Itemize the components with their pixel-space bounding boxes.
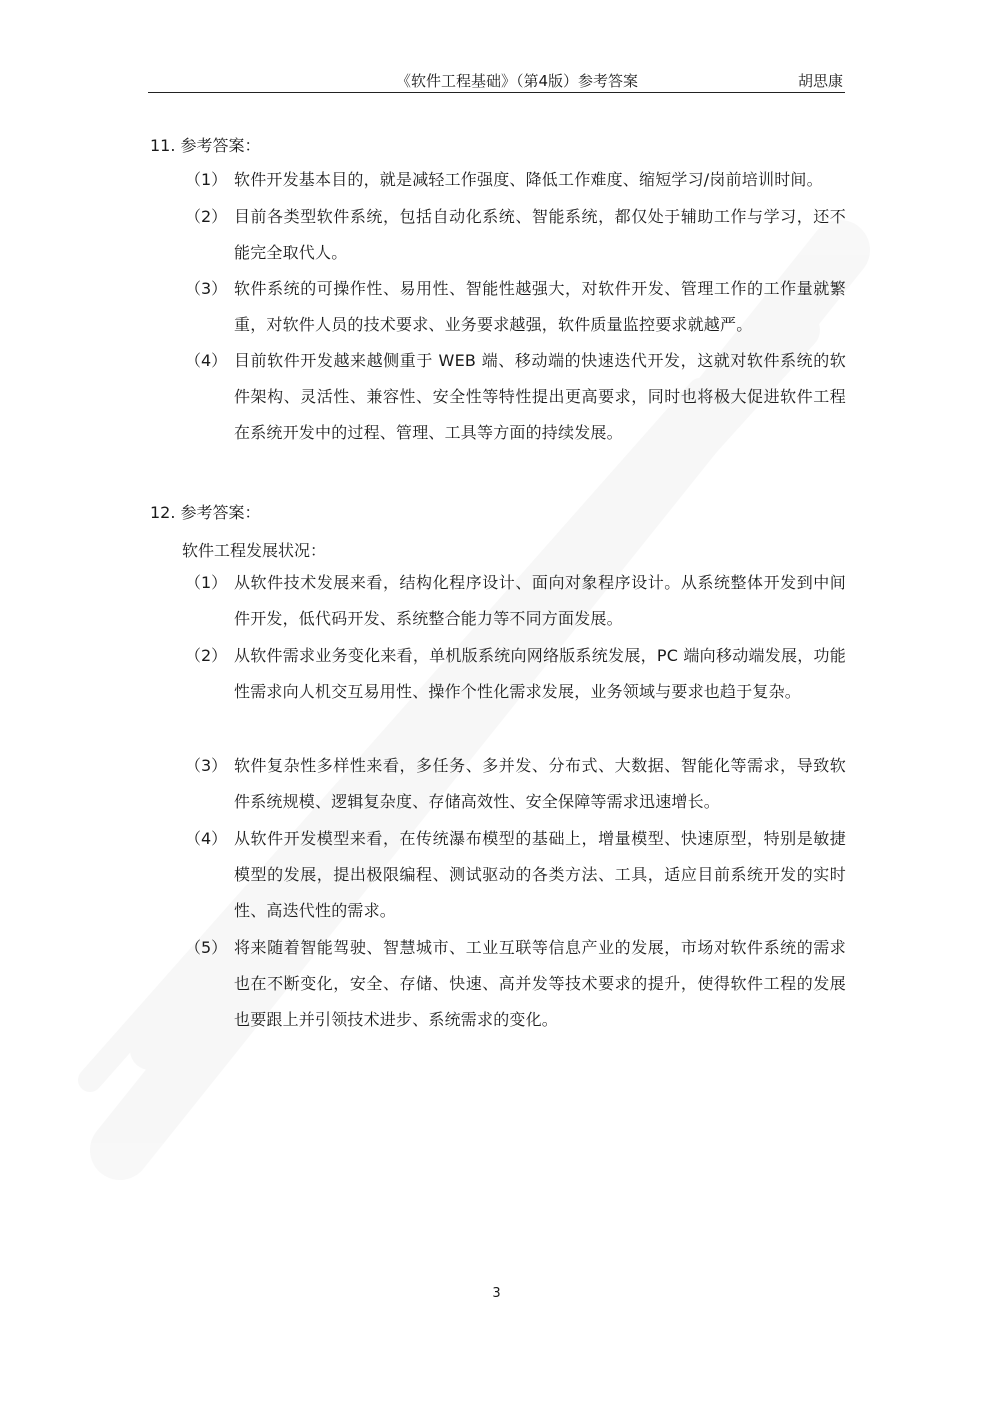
header-author: 胡思康: [797, 72, 843, 90]
header-title: 《软件工程基础》（第4版）参考答案: [396, 72, 639, 90]
item-text: 软件系统的可操作性、易用性、智能性越强大，对软件开发、管理工作的工作量就繁重，对软件人员的技术要求、业务要求越强，软件质量监控要求就越严。: [234, 279, 846, 334]
q12-subheading: 软件工程发展状况：: [182, 541, 327, 560]
q11-title: 11. 参考答案：: [150, 136, 261, 155]
item-number: （3）: [185, 756, 228, 775]
item-number: （1）: [185, 573, 228, 592]
item-number: （1）: [185, 170, 228, 189]
item-text: 从软件需求业务变化来看，单机版系统向网络版系统发展，PC 端向移动端发展，功能性需求向人机交互易用性、操作个性化需求发展，业务领域与要求也趋于复杂。: [234, 646, 846, 701]
item-number: （4）: [185, 351, 228, 370]
item-text: 目前软件开发越来越侧重于 WEB 端、移动端的快速迭代开发，这就对软件系统的软件架构、灵活性、兼容性、安全性等特性提出更高要求，同时也将极大促进软件工程在系统开发中的过程、管理、工具等方面的持续发展。: [234, 351, 846, 442]
item-text: 目前各类型软件系统，包括自动化系统、智能系统，都仅处于辅助工作与学习，还不能完全取代人。: [234, 207, 846, 262]
item-number: （4）: [185, 829, 228, 848]
item-text: 从软件开发模型来看，在传统瀑布模型的基础上，增量模型、快速原型，特别是敏捷模型的发展，提出极限编程、测试驱动的各类方法、工具，适应目前系统开发的实时性、高迭代性的需求。: [234, 829, 846, 920]
item-text: 从软件技术发展来看，结构化程序设计、面向对象程序设计。从系统整体开发到中间件开发，低代码开发、系统整合能力等不同方面发展。: [234, 573, 846, 628]
item-number: （2）: [185, 646, 228, 665]
q12-title: 12. 参考答案：: [150, 503, 261, 522]
item-number: （5）: [185, 938, 228, 957]
item-text: 将来随着智能驾驶、智慧城市、工业互联等信息产业的发展，市场对软件系统的需求也在不断变化，安全、存储、快速、高并发等技术要求的提升，使得软件工程的发展也要跟上并引领技术进步、系统需求的变化。: [234, 938, 846, 1029]
item-text: 软件开发基本目的，就是减轻工作强度、降低工作难度、缩短学习/岗前培训时间。: [234, 170, 823, 189]
item-number: （2）: [185, 207, 228, 226]
page-number: 3: [492, 1286, 501, 1301]
item-number: （3）: [185, 279, 228, 298]
page-header: [148, 66, 845, 93]
item-text: 软件复杂性多样性来看，多任务、多并发、分布式、大数据、智能化等需求，导致软件系统规模、逻辑复杂度、存储高效性、安全保障等需求迅速增长。: [234, 756, 846, 811]
